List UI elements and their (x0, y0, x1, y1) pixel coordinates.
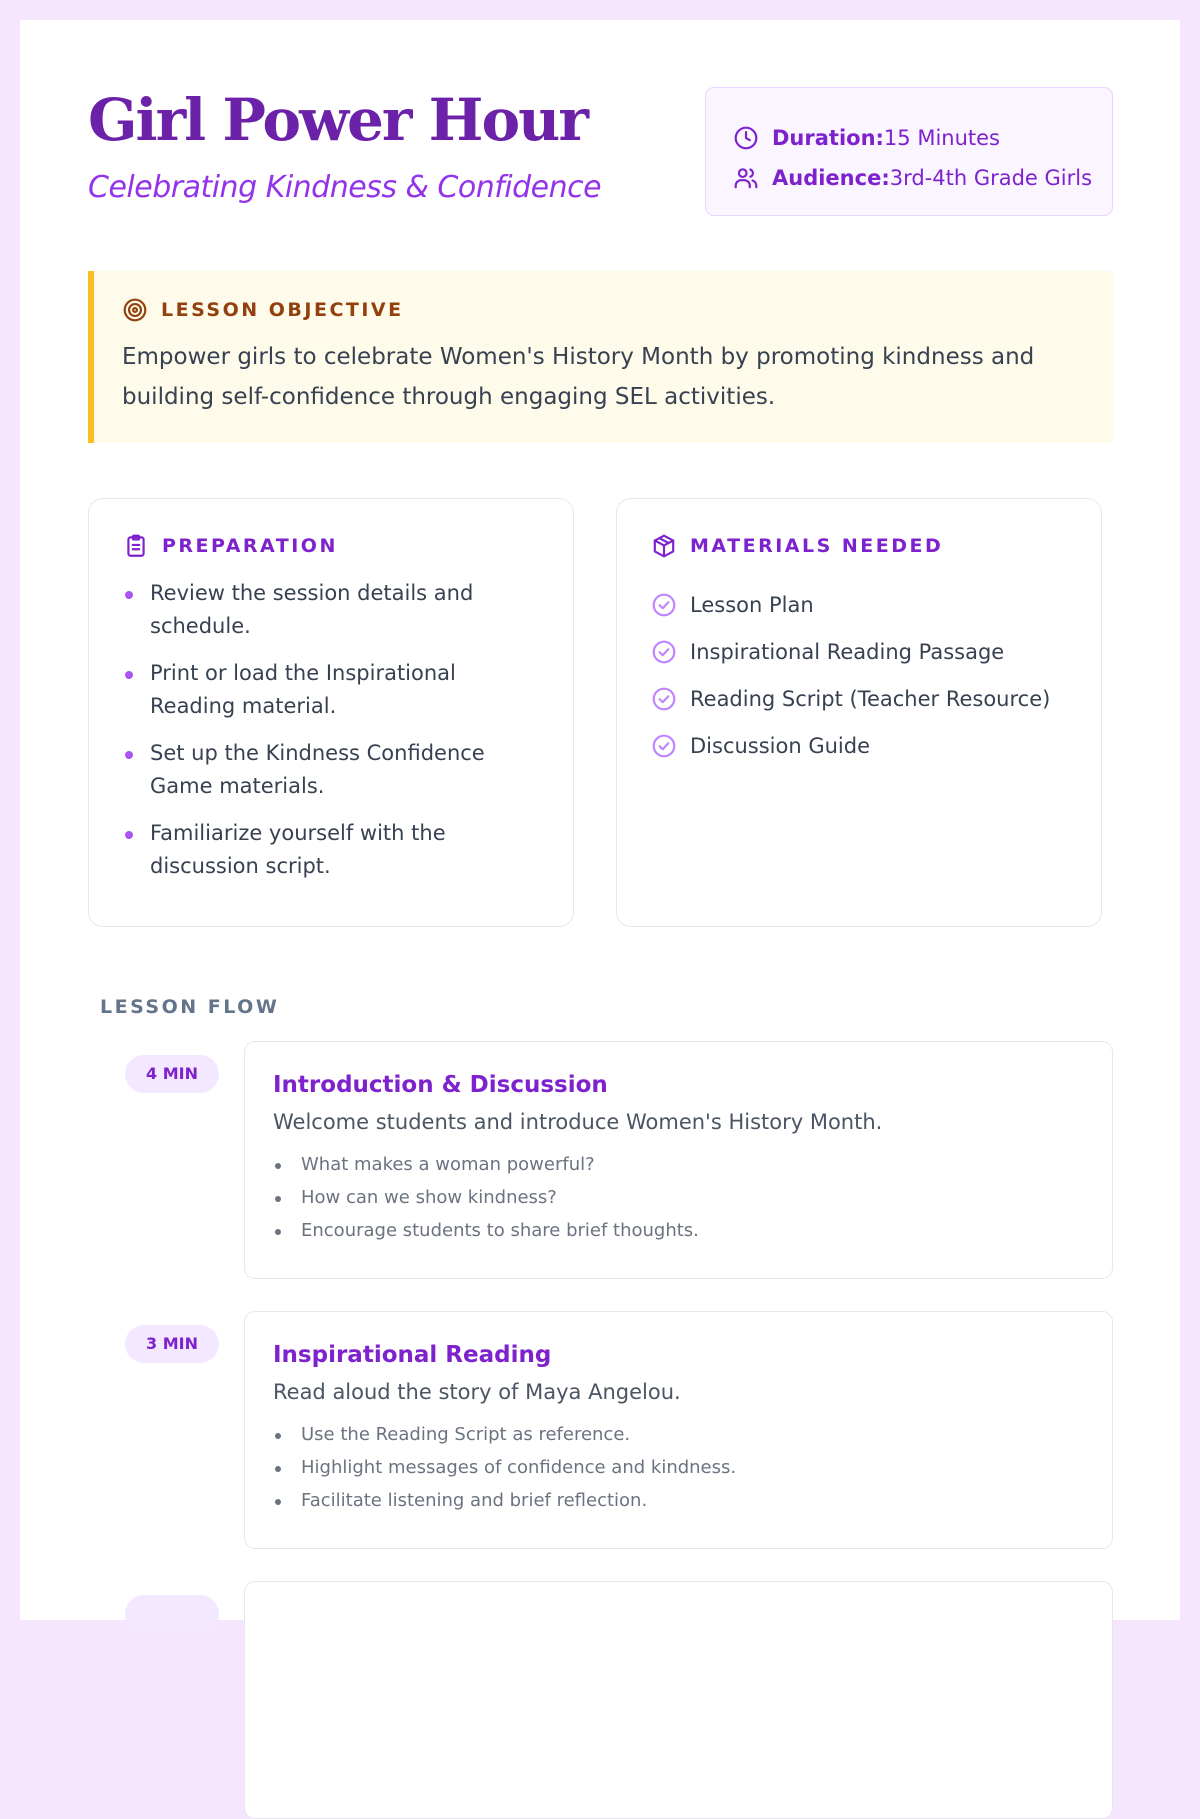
step-title: Inspirational Reading (273, 1342, 552, 1368)
step-description: Read aloud the story of Maya Angelou. (273, 1380, 681, 1404)
list-item: Print or load the Inspirational Reading material. (123, 657, 541, 723)
duration-row (733, 118, 1112, 158)
list-item (651, 675, 1069, 722)
time-badge: 3 MIN (125, 1325, 219, 1363)
check-circle-icon (651, 639, 677, 665)
preparation-card (88, 498, 574, 927)
clipboard-icon (123, 533, 149, 559)
duration-label: Duration: (772, 126, 884, 150)
step-card (244, 1311, 1113, 1549)
step-points (273, 1418, 1084, 1517)
list-item: How can we show kindness? (273, 1181, 1084, 1214)
material-label: Inspirational Reading Passage (690, 639, 1005, 664)
material-label: Discussion Guide (690, 733, 871, 758)
clock-icon (733, 125, 759, 151)
page-subtitle: Celebrating Kindness & Confidence (88, 170, 602, 205)
list-item (651, 628, 1069, 675)
step-points (273, 1148, 1084, 1247)
step-card (244, 1041, 1113, 1279)
list-item: Highlight messages of confidence and kindness. (273, 1451, 1084, 1484)
preparation-heading (123, 533, 541, 559)
preparation-label: PREPARATION (162, 535, 338, 557)
step-card (244, 1581, 1113, 1819)
check-circle-icon (651, 592, 677, 618)
objective-heading (122, 297, 1083, 323)
material-label: Lesson Plan (690, 592, 814, 617)
step-description: Welcome students and introduce Women's History Month. (273, 1110, 883, 1134)
package-icon (651, 533, 677, 559)
list-item (651, 581, 1069, 628)
materials-list (651, 581, 1069, 769)
list-item: Set up the Kindness Confidence Game materials. (123, 737, 541, 803)
step-title: Introduction & Discussion (273, 1072, 608, 1098)
target-icon (122, 297, 148, 323)
list-item (651, 722, 1069, 769)
list-item: Familiarize yourself with the discussion script. (123, 817, 541, 883)
list-item: What makes a woman powerful? (273, 1148, 1084, 1181)
lesson-flow-heading: LESSON FLOW (100, 996, 280, 1018)
list-item: Review the session details and schedule. (123, 577, 541, 643)
page-title: Girl Power Hour (88, 86, 587, 154)
users-icon (733, 165, 759, 191)
objective-text: Empower girls to celebrate Women's History Month by promoting kindness and building self-confidence through engaging SEL activities. (122, 344, 1035, 410)
preparation-list (123, 577, 541, 883)
objective-label: LESSON OBJECTIVE (161, 299, 404, 321)
lesson-plan-page (20, 20, 1180, 1620)
check-circle-icon (651, 686, 677, 712)
header (88, 20, 1113, 270)
time-badge: 4 MIN (125, 1055, 219, 1093)
materials-heading (651, 533, 1069, 559)
list-item: Encourage students to share brief thoughts. (273, 1214, 1084, 1247)
list-item: Use the Reading Script as reference. (273, 1418, 1084, 1451)
audience-row (733, 158, 1112, 198)
list-item: Facilitate listening and brief reflection. (273, 1484, 1084, 1517)
audience-value: 3rd-4th Grade Girls (889, 166, 1093, 190)
materials-label: MATERIALS NEEDED (690, 535, 944, 557)
lesson-objective (88, 271, 1113, 443)
session-info-box (705, 87, 1113, 216)
materials-card (616, 498, 1102, 927)
time-badge (125, 1595, 219, 1633)
check-circle-icon (651, 733, 677, 759)
audience-label: Audience: (772, 166, 890, 190)
material-label: Reading Script (Teacher Resource) (690, 686, 1051, 711)
duration-value: 15 Minutes (883, 126, 1000, 150)
